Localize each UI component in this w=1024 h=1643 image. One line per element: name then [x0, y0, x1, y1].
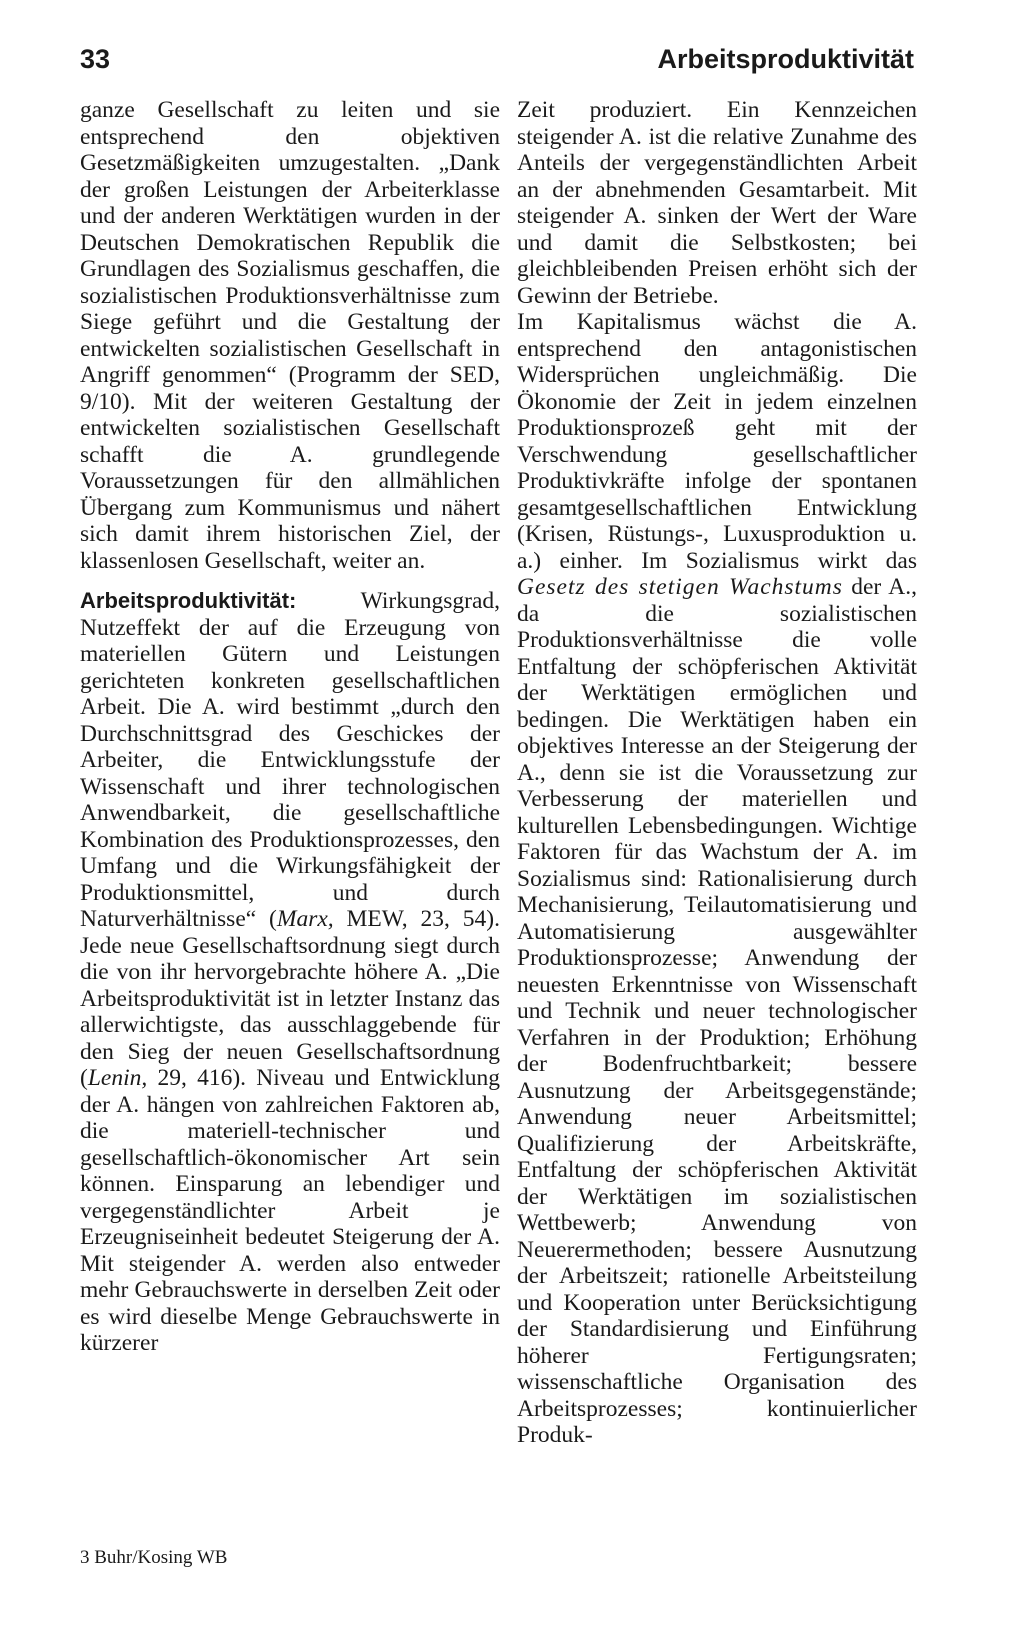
entry-text-3: 29, 416). Niveau und Entwicklung der A. hängen von zahlreichen Faktoren ab, die materiell-technischer und gesellschaftlich-ökonomischer Art sein können. Einsparung an lebendiger und vergegenständlichter Arbeit je Erzeugniseinheit bedeutet Steigerung der A. Mit steigender A. werden also entweder mehr Gebrauchswerte in derselben Zeit oder es wird dieselbe Menge Gebrauchswerte in kürzerer — [80, 1065, 500, 1356]
paragraph-text-2: der A., da die sozialistischen Produktionsverhältnisse die volle Entfaltung der schöpferischen Aktivität der Werktätigen ermöglichen und bedingen. Die Werktätigen haben ein objektives Interesse an der Steigerung der A., denn sie ist die Voraussetzung zur Verbesserung der materiellen und kulturellen Lebensbedingungen. Wichtige Faktoren für das Wachstum der A. im Sozialismus sind: Rationalisierung durch Mechanisierung, Teilautomatisierung und Automatisierung ausgewählter Produktionsprozesse; Anwendung der neuesten Erkenntnisse von Wissenschaft und Technik und neuer technologischer Verfahren in der Produktion; Erhöhung der Bodenfruchtbarkeit; bessere Ausnutzung der Arbeitsgegenstände; Anwendung neuer Arbeitsmittel; Qualifizierung der Arbeitskräfte, Entfaltung der schöpferischen Aktivität der Werktätigen im sozialistischen Wettbewerb; Anwendung von Neuerermethoden; bessere Ausnutzung der Arbeitszeit; rationelle Arbeitsteilung und Kooperation unter Berücksichtigung der Standardisierung und Einführung höherer Fertigungsraten; wissenschaftliche Organisation des Arbeitsprozesses; kontinuierlicher Produk- — [517, 574, 917, 1448]
sheet-signature: 3 Buhr/Kosing WB — [80, 1547, 228, 1568]
running-title: Arbeitsproduktivität — [657, 44, 914, 74]
left-column — [80, 97, 500, 1357]
citation-marx: Marx, — [276, 906, 334, 932]
dictionary-entry — [80, 588, 500, 1357]
law-reference: Gesetz des stetigen Wachstums — [517, 574, 843, 600]
right-column — [517, 97, 917, 1449]
entry-text-1: Wirkungsgrad, Nutzeffekt der auf die Erzeugung von materiellen Gütern und Leistungen gerichteten konkreten gesellschaftlichen Arbeit. Die A. wird bestimmt „durch den Durchschnittsgrad des Geschickes der Arbeiter, die Entwicklungsstufe der Wissenschaft und ihrer technologischen Anwendbarkeit, die gesellschaftliche Kombination des Produktionsprozesses, den Umfang und die Wirkungsfähigkeit der Produktionsmittel, und durch Naturverhältnisse“ ( — [80, 588, 500, 932]
entry-text-2: MEW, 23, 54). Jede neue Gesellschaftsordnung siegt durch die von ihr hervorgebrachte höhere A. „Die Arbeitsproduktivität ist in letzter Instanz das allerwichtigste, das ausschlaggebende für den Sieg der neuen Gesellschaftsordnung ( — [80, 906, 500, 1091]
paragraph-capitalism — [517, 309, 917, 1449]
citation-lenin: Lenin, — [87, 1065, 148, 1091]
entry-headword: Arbeitsproduktivität: — [80, 588, 297, 613]
paragraph-text-1: Im Kapitalismus wächst die A. entsprechend den antagonistischen Widersprüchen ungleichmäßig. Die Ökonomie der Zeit in jedem einzelnen Produktionsprozeß geht mit der Verschwendung gesellschaftlicher Produktivkräfte infolge der spontanen gesamtgesellschaftlichen Entwicklung (Krisen, Rüstungs-, Luxusproduktion u. a.) einher. Im Sozialismus wirkt das — [517, 309, 917, 574]
page-number: 33 — [80, 44, 111, 74]
paragraph-continuation: ganze Gesellschaft zu leiten und sie entsprechend den objektiven Gesetzmäßigkeiten umzugestalten. „Dank der großen Leistungen der Arbeiterklasse und der anderen Werktätigen wurden in der Deutschen Demokratischen Republik die Grundlagen des Sozialismus geschaffen, die sozialistischen Produktionsverhältnisse zum Siege geführt und die Gestaltung der entwickelten sozialistischen Gesellschaft in Angriff genommen“ (Programm der SED, 9/10). Mit der weiteren Gestaltung der entwickelten sozialistischen Gesellschaft schafft die A. grundlegende Voraussetzungen für den allmählichen Übergang zum Kommunismus und nähert sich damit ihrem historischen Ziel, der klassenlosen Gesellschaft, weiter an. — [80, 97, 500, 574]
paragraph-continuation-right: Zeit produziert. Ein Kennzeichen steigender A. ist die relative Zunahme des Anteils der vergegenständlichten Arbeit an der abnehmenden Gesamtarbeit. Mit steigender A. sinken der Wert der Ware und damit die Selbstkosten; bei gleichbleibenden Preisen erhöht sich der Gewinn der Betriebe. — [517, 97, 917, 309]
